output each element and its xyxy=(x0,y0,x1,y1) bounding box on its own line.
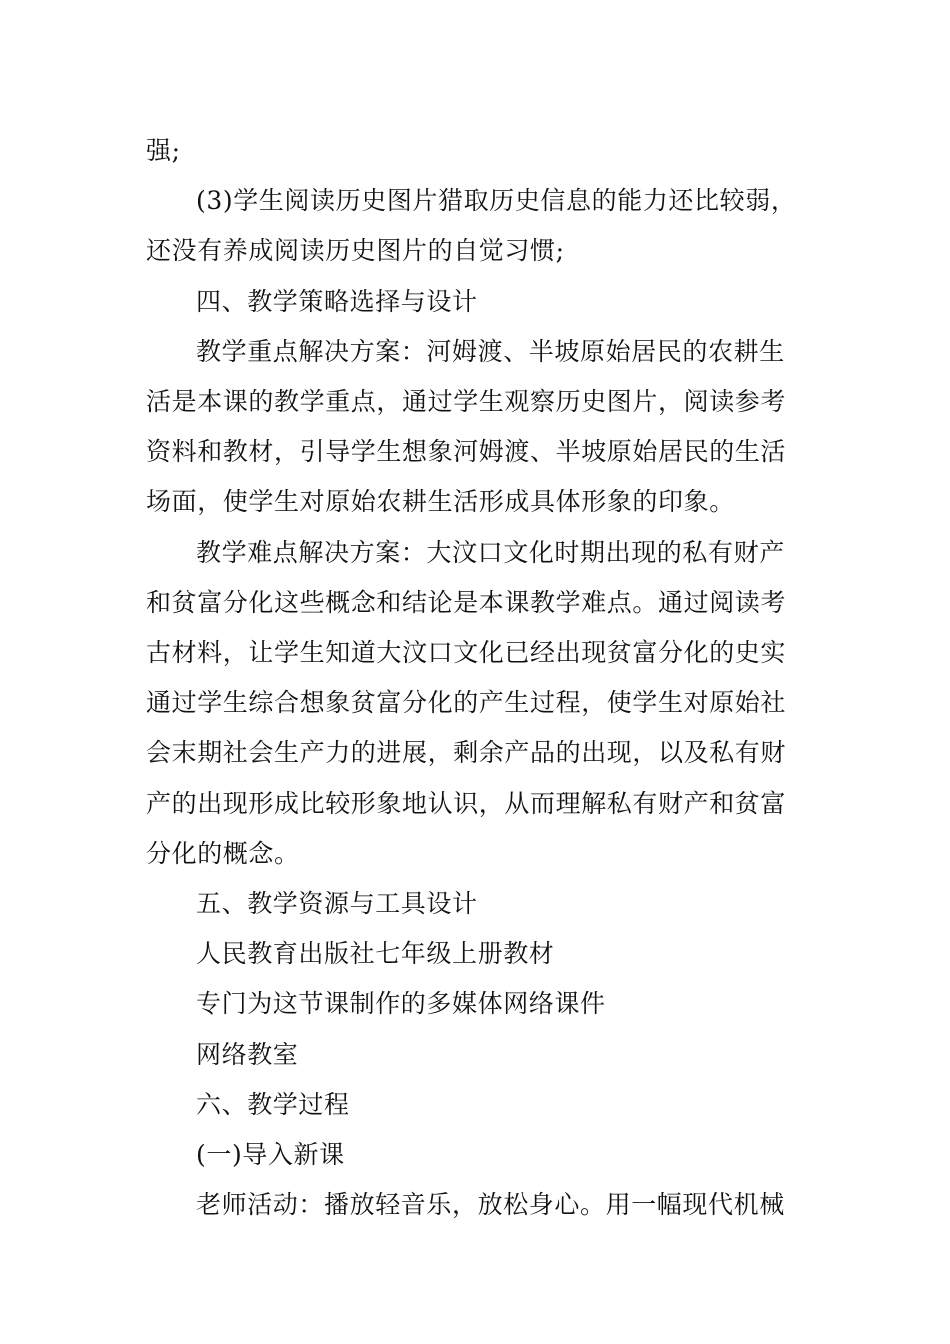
paragraph-1: 强; xyxy=(146,136,181,165)
resource-item-courseware: 专门为这节课制作的多媒体网络课件 xyxy=(196,989,606,1019)
paragraph-key-points: 教学重点解决方案：河姆渡、半坡原始居民的农耕生活是本课的教学重点，通过学生观察历史图片，阅读参考资料和教材，引导学生想象河姆渡、半坡原始居民的生活场面，使学生对原始农耕生活形成具体形象的印象。 xyxy=(146,336,787,517)
section-heading-6: 六、教学过程 xyxy=(196,1089,350,1119)
subsection-heading-1: (一)导入新课 xyxy=(196,1140,345,1170)
paragraph-teacher-activity: 老师活动：播放轻音乐，放松身心。用一幅现代机械 xyxy=(196,1190,785,1220)
paragraph-difficult-points: 教学难点解决方案：大汶口文化时期出现的私有财产和贫富分化这些概念和结论是本课教学难点。通过阅读考古材料，让学生知道大汶口文化已经出现贫富分化的史实通过学生综合想象贫富分化的产生过程，使学生对原始社会末期社会生产力的进展，剩余产品的出现，以及私有财产的出现形成比较形象地认识，从而理解私有财产和贫富分化的概念。 xyxy=(146,537,787,868)
section-heading-4: 四、教学策略选择与设计 xyxy=(196,286,478,316)
section-heading-5: 五、教学资源与工具设计 xyxy=(196,889,478,919)
resource-item-classroom: 网络教室 xyxy=(196,1039,299,1069)
document-body xyxy=(146,126,810,1230)
paragraph-2: (3)学生阅读历史图片猎取历史信息的能力还比较弱，还没有养成阅读历史图片的自觉习惯; xyxy=(146,186,797,266)
resource-item-textbook: 人民教育出版社七年级上册教材 xyxy=(196,939,555,969)
